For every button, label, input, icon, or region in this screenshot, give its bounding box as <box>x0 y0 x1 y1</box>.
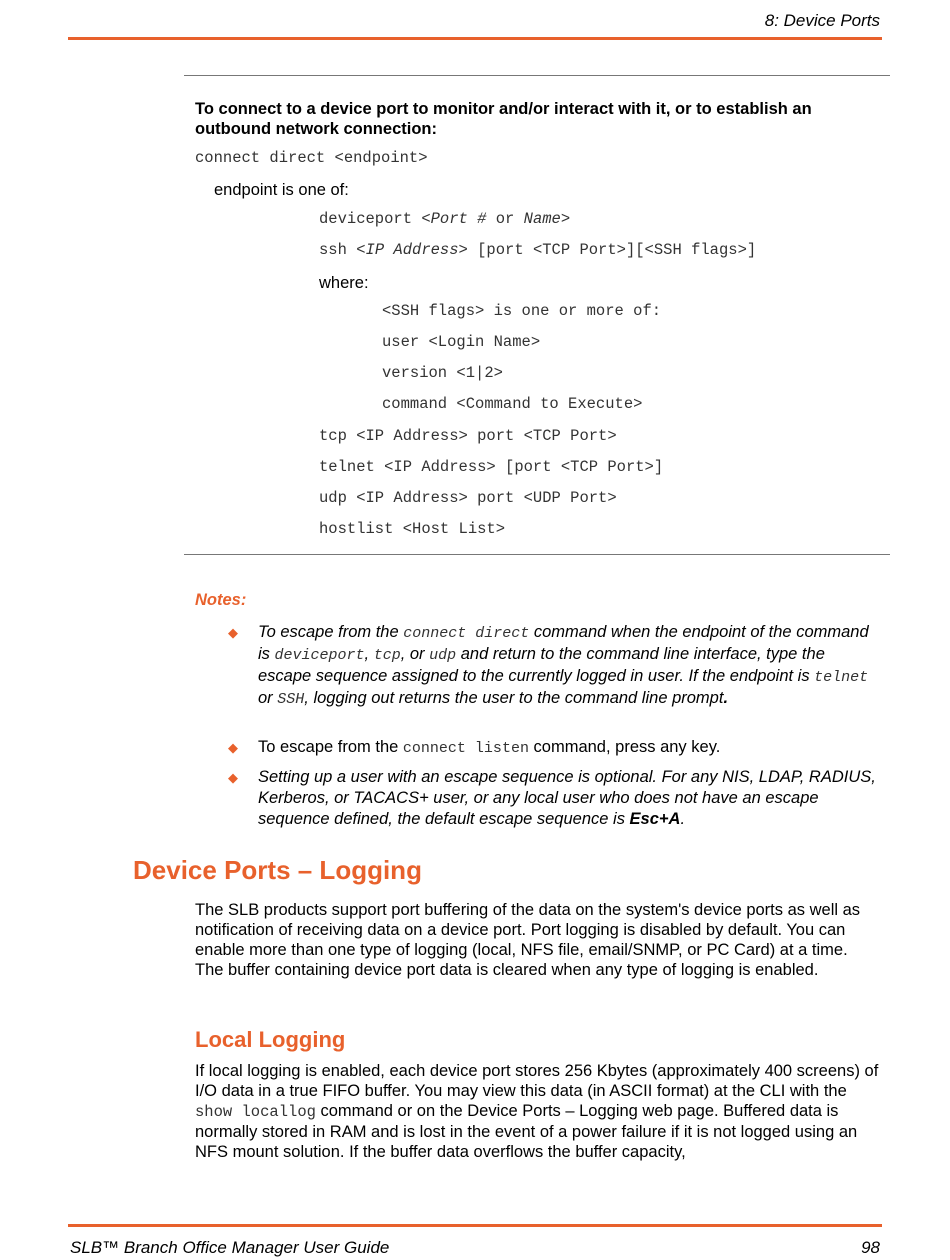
subsection-heading-local-logging: Local Logging <box>195 1027 346 1052</box>
logging-paragraph: The SLB products support port buffering of the data on the system's device ports as well as notification of receiving data on a device port. Port logging is disabled by default. You can enable more than one type of logging (local, NFS file, email/SNMP, or PC Card) at a time. The buffer containing device port data is cleared when any type of logging is enabled. <box>195 901 861 979</box>
notes-label: Notes: <box>195 591 247 609</box>
endpoint-udp: udp <IP Address> port <UDP Port> <box>319 489 617 507</box>
endpoint-tcp: tcp <IP Address> port <TCP Port> <box>319 427 617 445</box>
diamond-bullet-icon: ◆ <box>228 770 238 785</box>
ssh-flags-line: version <1|2> <box>382 364 503 382</box>
block-top-rule <box>184 75 890 76</box>
endpoint-intro: endpoint is one of: <box>214 181 349 199</box>
endpoint-ssh: ssh <IP Address> [port <TCP Port>][<SSH flags>] <box>319 241 757 259</box>
ssh-flags-line: command <Command to Execute> <box>382 395 643 413</box>
ssh-flags-line: <SSH flags> is one or more of: <box>382 302 662 320</box>
page-number: 98 <box>861 1238 880 1257</box>
note-connect-direct: To escape from the connect direct command when the endpoint of the command is deviceport, tcp, or udp and return to the command line interface, type the escape sequence assigned to the currently logged in user. If the endpoint is telnet or SSH, logging out returns the user to the command line prompt. <box>258 623 869 708</box>
header-rule <box>68 37 882 40</box>
command-syntax: connect direct <endpoint> <box>195 149 428 167</box>
section-heading-logging: Device Ports – Logging <box>133 855 422 885</box>
block-bottom-rule <box>184 554 890 555</box>
note-connect-listen: To escape from the connect listen command, press any key. <box>258 738 721 757</box>
footer-rule <box>68 1224 882 1227</box>
endpoint-telnet: telnet <IP Address> [port <TCP Port>] <box>319 458 664 476</box>
diamond-bullet-icon: ◆ <box>228 625 238 640</box>
ssh-flags-line: user <Login Name> <box>382 333 541 351</box>
diamond-bullet-icon: ◆ <box>228 740 238 755</box>
endpoint-deviceport: deviceport <Port # or Name> <box>319 210 571 228</box>
footer-guide-title: SLB™ Branch Office Manager User Guide <box>70 1238 390 1257</box>
command-heading: To connect to a device port to monitor and/or interact with it, or to establish an outbound network connection: <box>195 100 812 138</box>
local-logging-paragraph: If local logging is enabled, each device port stores 256 Kbytes (approximately 400 screens) of I/O data in a true FIFO buffer. You may view this data (in ASCII format) at the CLI with the show locallog command or on the Device Ports – Logging web page. Buffered data is normally stored in RAM and is lost in the event of a power failure if it is not logged using an NFS mount solution. If the buffer data overflows the buffer capacity, <box>195 1062 879 1161</box>
where-label: where: <box>319 274 369 292</box>
endpoint-hostlist: hostlist <Host List> <box>319 520 506 538</box>
note-escape-sequence: Setting up a user with an escape sequence is optional. For any NIS, LDAP, RADIUS, Kerberos, or TACACS+ user, or any local user who does not have an escape sequence defined, the default escape sequence is Esc+A. <box>258 768 876 828</box>
running-header: 8: Device Ports <box>764 11 880 30</box>
